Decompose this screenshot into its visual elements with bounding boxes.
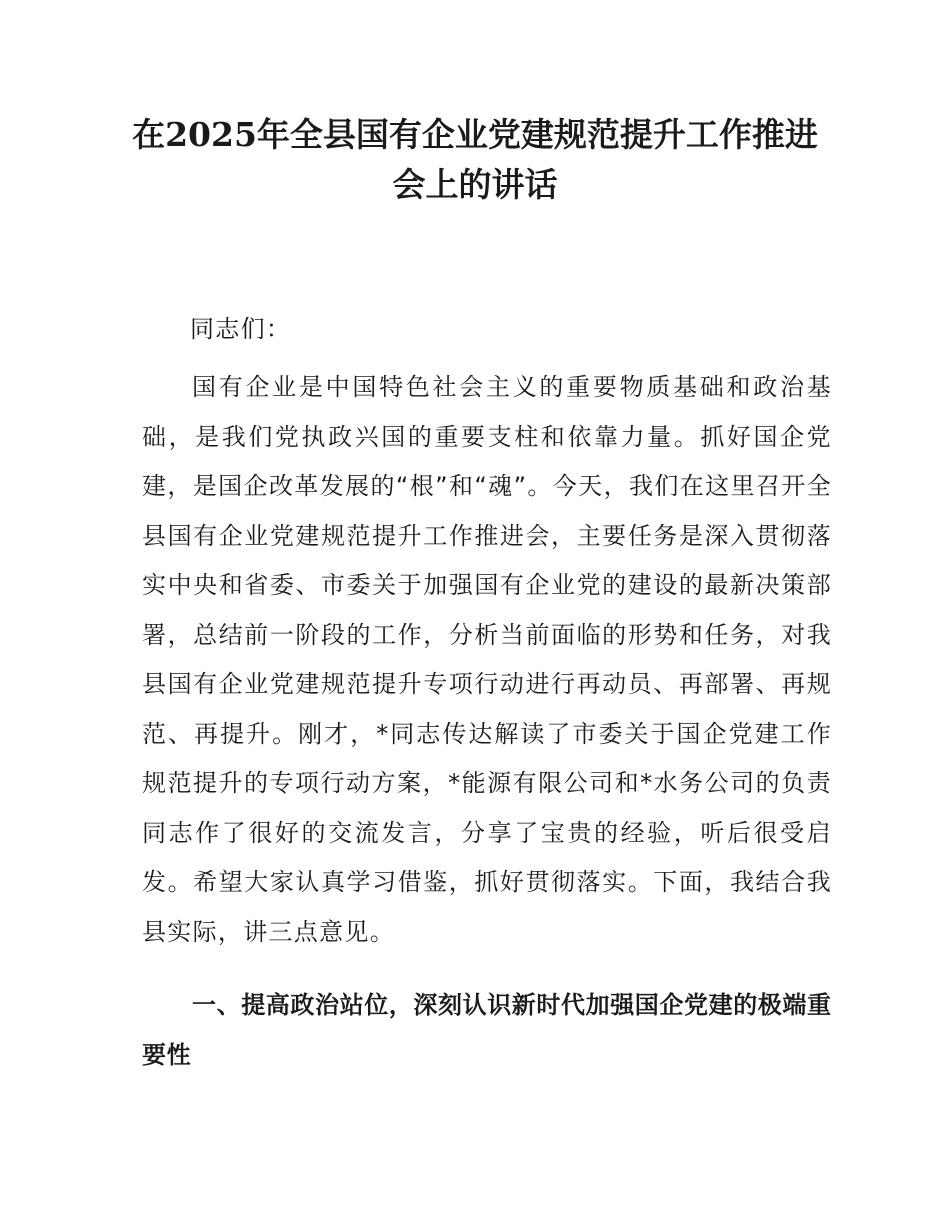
section-heading: 一、提高政治站位，深刻认识新时代加强国企党建的极端重要性 bbox=[142, 991, 832, 1069]
greeting-text: 同志们： bbox=[190, 315, 292, 343]
document-title: 在2025年全县国有企业党建规范提升工作推进会上的讲话 bbox=[132, 115, 818, 204]
intro-paragraph: 国有企业是中国特色社会主义的重要物质基础和政治基础，是我们党执政兴国的重要支柱和依靠力量。抓好国企党建，是国企改革发展的“根”和“魂”。今天，我们在这里召开全县国有企业党建规范提升工作推进会，主要任务是深入贯彻落实中央和省委、市委关于加强国有企业党的建设的最新决策部署，总结前一阶段的工作，分析当前面临的形势和任务，对我县国有企业党建规范提升专项行动进行再动员、再部署、再规范、再提升。刚才，*同志传达解读了市委关于国企党建工作规范提升的专项行动方案，*能源有限公司和*水务公司的负责同志作了很好的交流发言，分享了宝贵的经验，听后很受启发。希望大家认真学习借鉴，抓好贯彻落实。下面，我结合我县实际，讲三点意见。 bbox=[142, 373, 832, 946]
